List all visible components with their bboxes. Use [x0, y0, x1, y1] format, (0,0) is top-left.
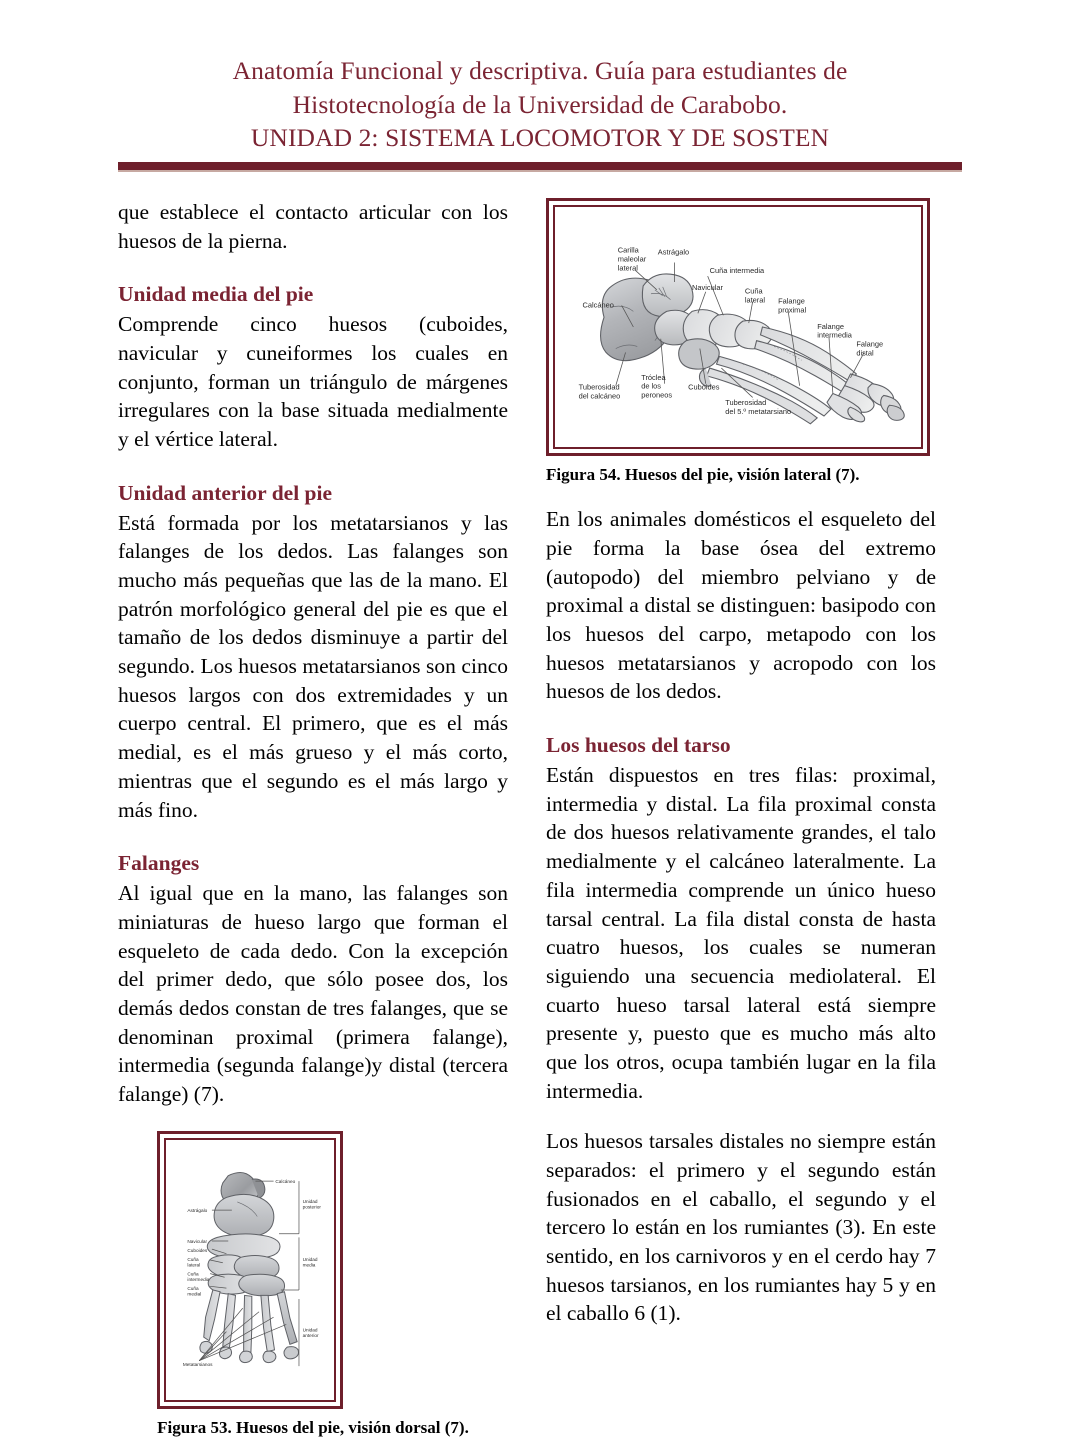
figure-54-frame: [546, 198, 930, 456]
svg-text:anterior: anterior: [302, 1332, 319, 1338]
document-header: [118, 0, 962, 155]
svg-text:Cuboides: Cuboides: [187, 1247, 208, 1253]
svg-text:Metatarsianos: Metatarsianos: [183, 1361, 213, 1367]
svg-text:del 5.º metatarsiano: del 5.º metatarsiano: [725, 407, 792, 417]
svg-text:Astrágalo: Astrágalo: [657, 247, 690, 257]
svg-text:Tuberosidad: Tuberosidad: [725, 398, 767, 408]
svg-text:del calcáneo: del calcáneo: [578, 391, 621, 401]
svg-text:media: media: [302, 1262, 316, 1268]
paragraph-animales-domesticos: En los animales domésticos el esqueleto del pie forma la base ósea del extremo (autopodo) del miembro pelviano y de proximal a distal se distinguen: basipodo con los huesos del carpo, metapodo con los huesos metatarsianos y acropodo con los huesos de los dedos.: [546, 507, 936, 704]
svg-text:de los: de los: [641, 381, 662, 391]
paragraph-unidad-anterior-del-pie: Está formada por los metatarsianos y las falanges de los dedos. Las falanges son mucho más pequeñas que las de la mano. El patrón morfológico general del pie es que el tamaño de los dedos disminuye a partir del segundo. Los huesos metatarsianos son cinco huesos largos con dos extremidades y un cuerpo central. El primero, que es el más medial, es el más grueso y el más corto, mientras que el segundo es el más largo y más fino.: [118, 510, 508, 822]
heading-unidad-media-del-pie: Unidad media del pie: [118, 282, 314, 307]
figure-53-image: [172, 1146, 328, 1394]
header-divider-rule: [118, 162, 962, 172]
svg-text:lateral: lateral: [744, 295, 766, 305]
figure-53-caption: Figura 53. Huesos del pie, visión dorsal (7).: [157, 1417, 469, 1437]
svg-text:Cuña: Cuña: [187, 1285, 199, 1291]
paragraph-falanges: Al igual que en la mano, las falanges son miniaturas de hueso largo que forman el esqueleto de cada dedo. Con la excepción del primer dedo, que sólo posee dos, los demás dedos constan de tres falanges, que se denominan proximal (primera falange), intermedia (segunda falange)y distal (tercera falange) (7).: [118, 881, 508, 1106]
paragraph-unidad-media-del-pie: Comprende cinco huesos (cuboides, navicular y cuneiformes los cuales en conjunto, forman un triángulo de márgenes irregulares con la base situada medialmente y el vértice lateral.: [118, 312, 508, 452]
svg-text:Navicular: Navicular: [187, 1238, 208, 1244]
svg-text:Astrágalo: Astrágalo: [187, 1207, 208, 1213]
svg-text:Cuña: Cuña: [187, 1256, 199, 1262]
heading-falanges: Falanges: [118, 851, 200, 876]
right-column: [546, 198, 936, 1438]
svg-text:Cuña: Cuña: [187, 1271, 199, 1277]
svg-text:Unidad: Unidad: [302, 1256, 318, 1262]
svg-text:Calcáneo: Calcáneo: [582, 300, 614, 310]
svg-text:Tuberosidad: Tuberosidad: [578, 382, 620, 392]
svg-text:maleolar: maleolar: [617, 254, 647, 264]
svg-text:medial: medial: [187, 1291, 202, 1297]
header-title-line-3: UNIDAD 2: SISTEMA LOCOMOTOR Y DE SOSTEN: [250, 123, 830, 153]
header-title-line-1: Anatomía Funcional y descriptiva. Guía para estudiantes de: [232, 56, 848, 85]
svg-text:lateral: lateral: [187, 1262, 201, 1268]
svg-text:distal: distal: [856, 348, 874, 358]
svg-text:Falange: Falange: [856, 339, 884, 349]
figure-54-image: [561, 213, 915, 441]
figure-53-frame: [157, 1131, 343, 1409]
svg-text:intermedia: intermedia: [817, 330, 852, 340]
paragraph-los-huesos-del-tarso: Están dispuestos en tres filas: proximal, intermedia y distal. La fila proximal consta de dos huesos relativamente grandes, el talo medialmente y el calcáneo lateralmente. La fila intermedia comprende un único hueso tarsal central. La fila distal consta de hasta cuatro huesos, los cuales se numeran siguiendo una secuencia mediolateral. El cuarto hueso tarsal lateral está siempre presente y, puesto que es mucho más alto que los otros, ocupa también lugar en la fila intermedia.: [546, 763, 936, 1103]
svg-text:lateral: lateral: [617, 263, 638, 273]
two-column-layout: [118, 198, 962, 1438]
svg-text:Cuña: Cuña: [744, 286, 763, 296]
left-column: [118, 198, 508, 1438]
svg-text:peroneos: peroneos: [641, 390, 673, 400]
svg-text:Falange: Falange: [778, 296, 805, 306]
svg-text:Tróclea: Tróclea: [641, 372, 666, 382]
svg-text:proximal: proximal: [778, 305, 807, 315]
svg-text:intermedia: intermedia: [187, 1276, 210, 1282]
figure-54-caption: Figura 54. Huesos del pie, visión lateral (7).: [546, 464, 860, 484]
svg-text:posterior: posterior: [302, 1203, 322, 1209]
svg-text:Falange: Falange: [817, 321, 845, 331]
svg-text:Calcáneo: Calcáneo: [275, 1178, 296, 1184]
svg-text:Cuña intermedia: Cuña intermedia: [709, 266, 765, 276]
paragraph-huesos-tarsales-distales: Los huesos tarsales distales no siempre están separados: el primero y el segundo están fusionados en el caballo, el segundo y el tercero lo están en los rumiantes (3). En este sentido, en los carnivoros y en el cerdo hay 7 huesos tarsianos, en los rumiantes hay 5 y en el caballo 6 (1).: [546, 1129, 936, 1326]
figure-53-container: [118, 1131, 508, 1438]
svg-text:Cuboides: Cuboides: [688, 382, 720, 392]
left-intro-paragraph: que establece el contacto articular con los huesos de la pierna.: [118, 199, 508, 253]
svg-text:Unidad: Unidad: [302, 1198, 318, 1204]
heading-los-huesos-del-tarso: Los huesos del tarso: [546, 733, 731, 758]
svg-text:Unidad: Unidad: [302, 1327, 318, 1333]
heading-unidad-anterior-del-pie: Unidad anterior del pie: [118, 480, 333, 505]
svg-text:Navicular: Navicular: [692, 282, 723, 292]
header-title-line-2: Histotecnología de la Universidad de Carabobo.: [292, 89, 788, 119]
spacer: [546, 485, 936, 505]
svg-text:Carilla: Carilla: [617, 245, 639, 255]
